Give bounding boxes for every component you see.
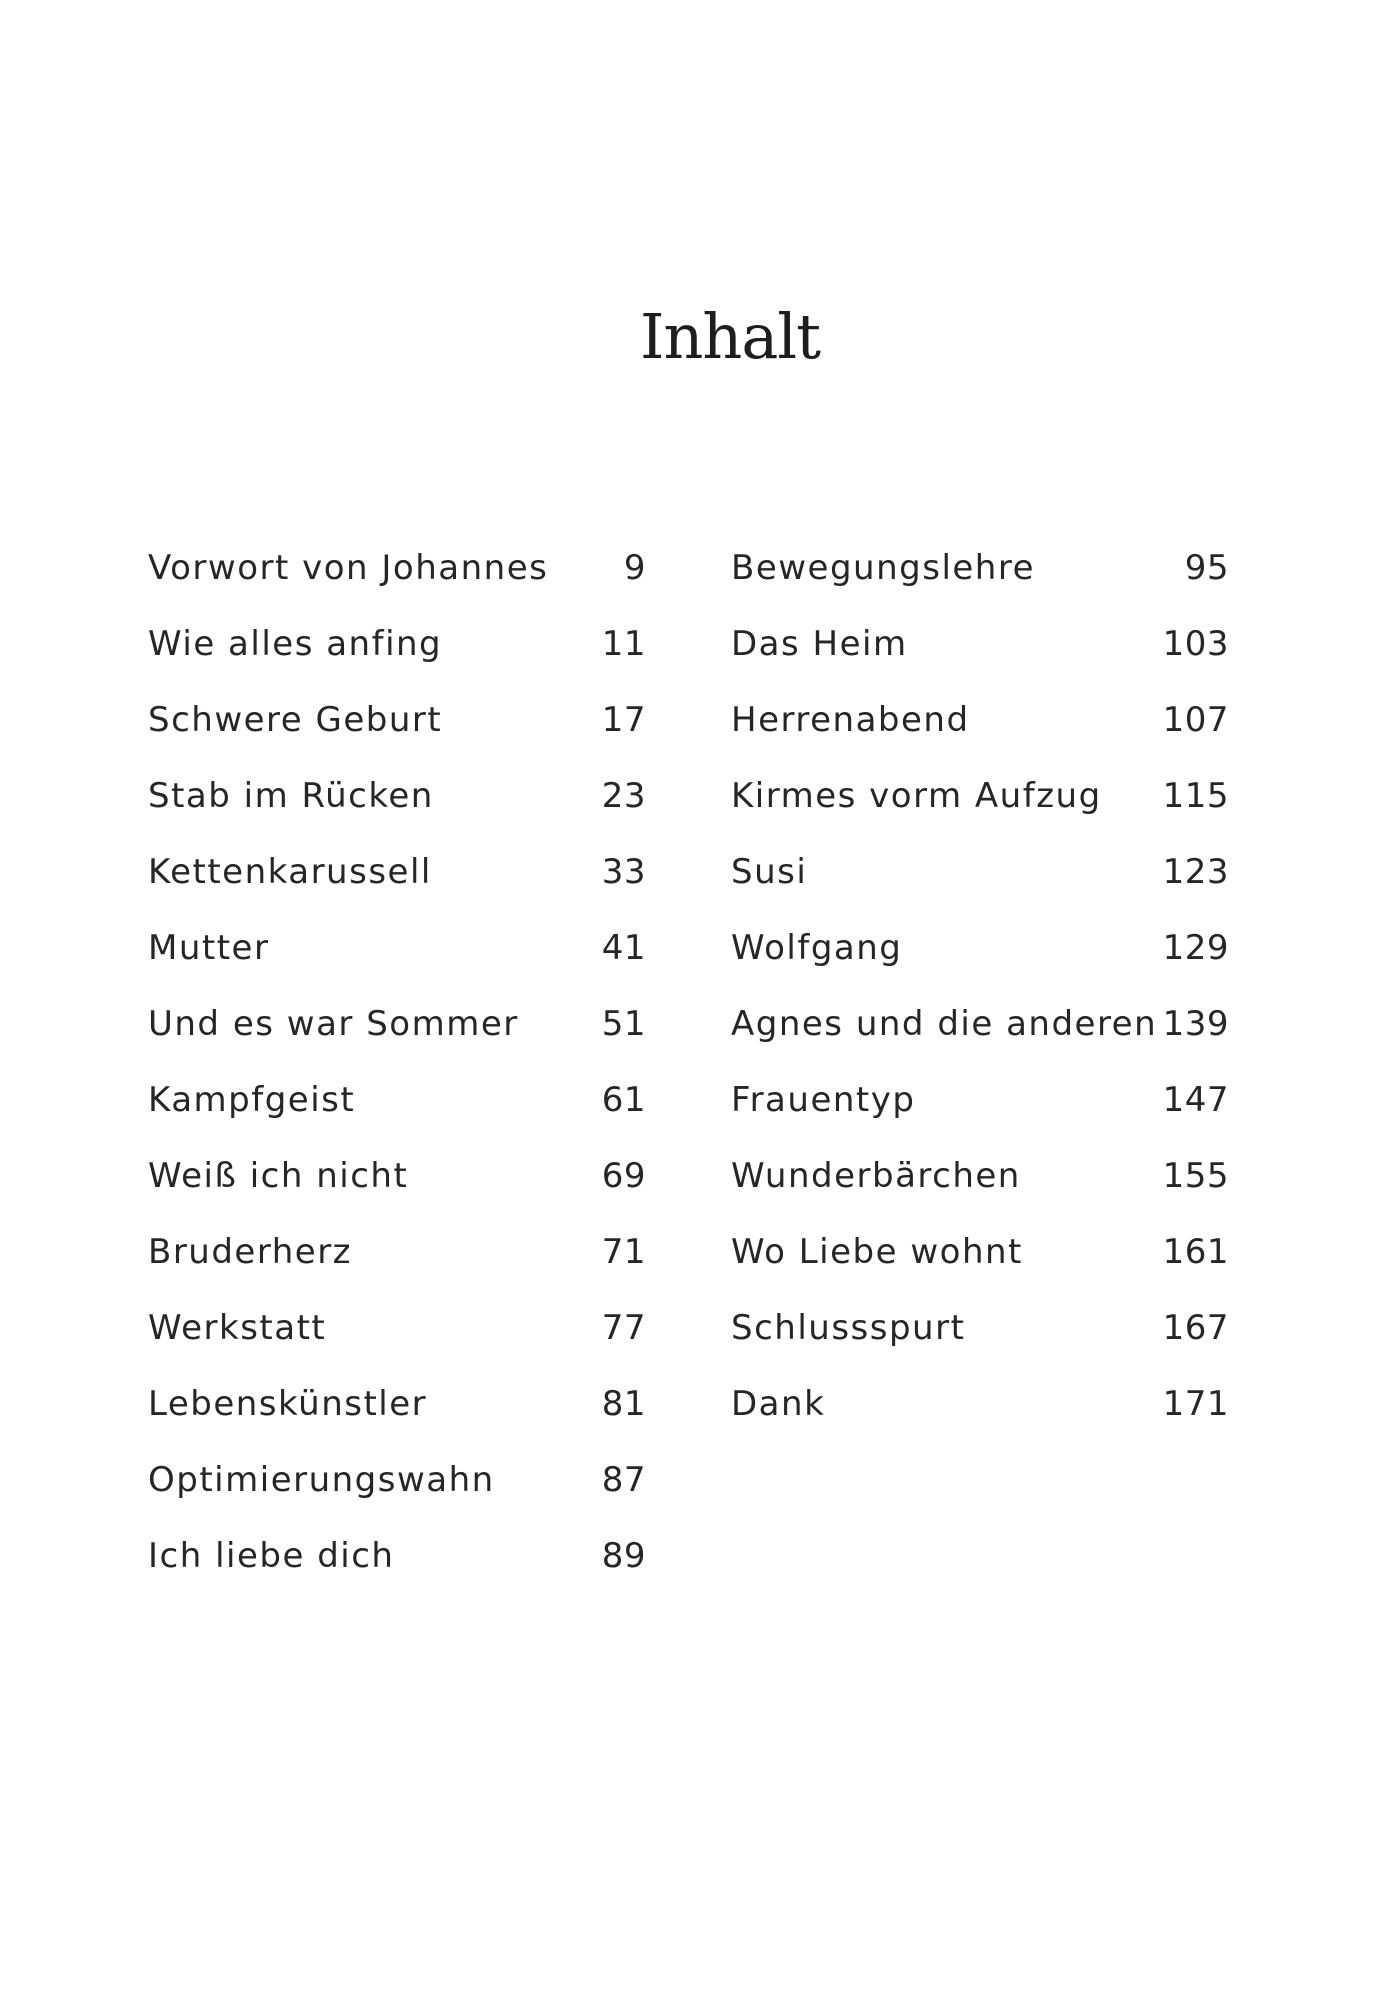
toc-entry-title: Dank bbox=[731, 1384, 826, 1424]
toc-entry-page: 23 bbox=[601, 776, 646, 816]
toc-entry bbox=[148, 1308, 646, 1384]
toc-entry-title: Susi bbox=[731, 852, 808, 892]
toc-entry bbox=[148, 1156, 646, 1232]
toc-entry bbox=[731, 776, 1229, 852]
toc-entry-page: 69 bbox=[601, 1156, 646, 1196]
toc-entry-page: 89 bbox=[601, 1536, 646, 1576]
toc-entry-page: 129 bbox=[1162, 928, 1229, 968]
toc-entry-page: 95 bbox=[1184, 548, 1229, 588]
toc-entry-title: Vorwort von Johannes bbox=[148, 548, 549, 588]
toc-entry-title: Und es war Sommer bbox=[148, 1004, 519, 1044]
toc-column-right bbox=[731, 548, 1229, 1460]
toc-entry-page: 17 bbox=[601, 700, 646, 740]
toc-entry-title: Optimierungswahn bbox=[148, 1460, 495, 1500]
toc-entry bbox=[731, 1156, 1229, 1232]
toc-entry-page: 87 bbox=[601, 1460, 646, 1500]
toc-entry-title: Wolfgang bbox=[731, 928, 903, 968]
toc-entry bbox=[148, 1536, 646, 1612]
toc-entry bbox=[148, 624, 646, 700]
toc-entry-page: 139 bbox=[1162, 1004, 1229, 1044]
toc-entry-title: Mutter bbox=[148, 928, 270, 968]
toc-entry bbox=[731, 852, 1229, 928]
toc-entry-title: Bewegungslehre bbox=[731, 548, 1036, 588]
toc-column-left bbox=[148, 548, 646, 1612]
toc-entry bbox=[148, 852, 646, 928]
toc-entry-title: Herrenabend bbox=[731, 700, 970, 740]
toc-entry bbox=[731, 1080, 1229, 1156]
toc-entry-title: Lebenskünstler bbox=[148, 1384, 428, 1424]
toc-entry bbox=[148, 928, 646, 1004]
toc-entry-page: 107 bbox=[1162, 700, 1229, 740]
toc-entry-page: 81 bbox=[601, 1384, 646, 1424]
toc-entry-title: Kettenkarussell bbox=[148, 852, 432, 892]
toc-entry-page: 147 bbox=[1162, 1080, 1229, 1120]
toc-entry-page: 155 bbox=[1162, 1156, 1229, 1196]
toc-entry-page: 171 bbox=[1162, 1384, 1229, 1424]
toc-entry-title: Kirmes vorm Aufzug bbox=[731, 776, 1102, 816]
toc-entry-page: 9 bbox=[623, 548, 646, 588]
toc-entry bbox=[148, 1004, 646, 1080]
toc-entry-title: Wie alles anfing bbox=[148, 624, 443, 664]
toc-entry bbox=[731, 1232, 1229, 1308]
toc-entry-title: Ich liebe dich bbox=[148, 1536, 395, 1576]
toc-entry bbox=[731, 928, 1229, 1004]
toc-entry bbox=[731, 1384, 1229, 1460]
toc-entry-title: Das Heim bbox=[731, 624, 908, 664]
toc-entry-title: Bruderherz bbox=[148, 1232, 353, 1272]
toc-entry bbox=[148, 1460, 646, 1536]
toc-entry-title: Kampfgeist bbox=[148, 1080, 356, 1120]
toc-entry-title: Werkstatt bbox=[148, 1308, 327, 1348]
toc-entry-page: 41 bbox=[601, 928, 646, 968]
toc-entry bbox=[148, 776, 646, 852]
toc-entry-title: Frauentyp bbox=[731, 1080, 916, 1120]
toc-entry bbox=[148, 548, 646, 624]
toc-entry bbox=[731, 1308, 1229, 1384]
toc-entry-page: 51 bbox=[601, 1004, 646, 1044]
toc-entry-title: Stab im Rücken bbox=[148, 776, 434, 816]
toc-entry bbox=[148, 1232, 646, 1308]
toc-entry-page: 71 bbox=[601, 1232, 646, 1272]
toc-entry bbox=[148, 1080, 646, 1156]
toc-entry-page: 33 bbox=[601, 852, 646, 892]
toc-entry bbox=[731, 624, 1229, 700]
toc-entry-page: 11 bbox=[601, 624, 646, 664]
page-title: Inhalt bbox=[639, 300, 821, 373]
toc-entry bbox=[148, 700, 646, 776]
toc-entry-page: 167 bbox=[1162, 1308, 1229, 1348]
toc-entry-page: 161 bbox=[1162, 1232, 1229, 1272]
toc-entry-page: 123 bbox=[1162, 852, 1229, 892]
toc-entry-page: 77 bbox=[601, 1308, 646, 1348]
toc-entry bbox=[148, 1384, 646, 1460]
toc-entry bbox=[731, 548, 1229, 624]
toc-entry-title: Wunderbärchen bbox=[731, 1156, 1021, 1196]
toc-entry bbox=[731, 1004, 1229, 1080]
toc-entry-title: Schlussspurt bbox=[731, 1308, 966, 1348]
toc-entry-page: 61 bbox=[601, 1080, 646, 1120]
toc-entry-title: Wo Liebe wohnt bbox=[731, 1232, 1023, 1272]
toc-entry-title: Schwere Geburt bbox=[148, 700, 443, 740]
toc-entry-title: Agnes und die anderen bbox=[731, 1004, 1158, 1044]
toc-entry-title: Weiß ich nicht bbox=[148, 1156, 409, 1196]
toc-entry bbox=[731, 700, 1229, 776]
toc-entry-page: 103 bbox=[1162, 624, 1229, 664]
toc-entry-page: 115 bbox=[1162, 776, 1229, 816]
